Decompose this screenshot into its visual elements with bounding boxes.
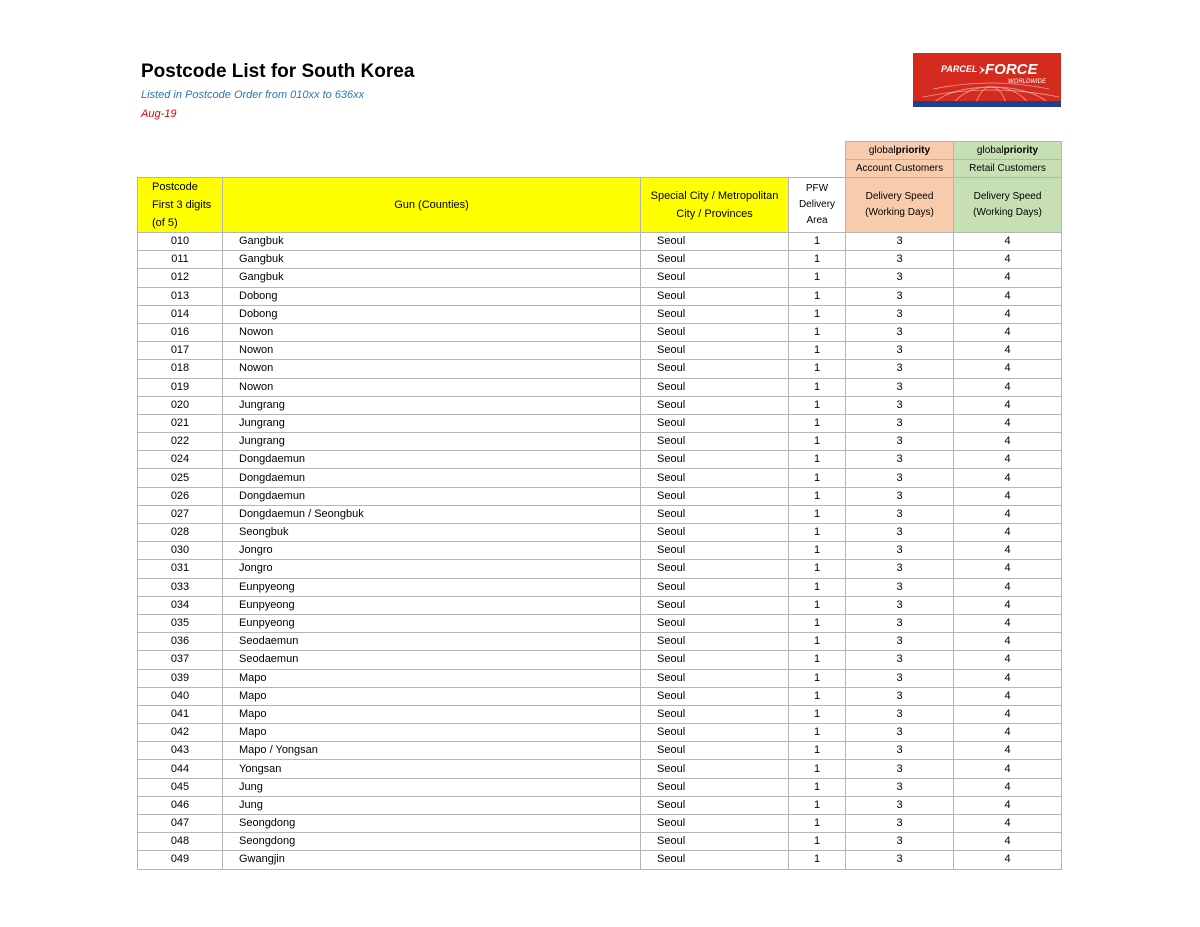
table-row (138, 778, 1062, 796)
city-cell: Seoul (641, 724, 789, 742)
retail-speed-cell: 4 (954, 269, 1062, 287)
postcode-cell: 037 (138, 651, 223, 669)
retail-speed-cell: 4 (954, 687, 1062, 705)
account-speed-cell: 3 (846, 778, 954, 796)
account-speed-cell: 3 (846, 233, 954, 251)
table-row (138, 233, 1062, 251)
gun-cell: Eunpyeong (223, 614, 641, 632)
retail-speed-cell: 4 (954, 742, 1062, 760)
pfw-area-cell: 1 (789, 251, 846, 269)
pfw-area-cell: 1 (789, 524, 846, 542)
city-cell: Seoul (641, 705, 789, 723)
table-row (138, 760, 1062, 778)
pfw-area-cell: 1 (789, 396, 846, 414)
city-cell: Seoul (641, 342, 789, 360)
table-row (138, 360, 1062, 378)
city-cell: Seoul (641, 742, 789, 760)
table-row (138, 596, 1062, 614)
city-cell: Seoul (641, 560, 789, 578)
retail-speed-cell: 4 (954, 596, 1062, 614)
pfw-area-cell: 1 (789, 742, 846, 760)
postcode-cell: 028 (138, 524, 223, 542)
account-speed-cell: 3 (846, 578, 954, 596)
gun-cell: Dongdaemun (223, 469, 641, 487)
pfw-area-cell: 1 (789, 651, 846, 669)
city-cell: Seoul (641, 851, 789, 869)
gun-cell: Dobong (223, 287, 641, 305)
retail-speed-cell: 4 (954, 414, 1062, 432)
table-row (138, 505, 1062, 523)
account-speed-cell: 3 (846, 833, 954, 851)
pfw-area-cell: 1 (789, 505, 846, 523)
account-speed-cell: 3 (846, 742, 954, 760)
account-speed-cell: 3 (846, 851, 954, 869)
account-speed-cell: 3 (846, 724, 954, 742)
retail-speed-cell: 4 (954, 833, 1062, 851)
table-row (138, 396, 1062, 414)
retail-speed-cell: 4 (954, 560, 1062, 578)
table-row (138, 614, 1062, 632)
account-customers-label: Account Customers (846, 160, 954, 178)
postcode-cell: 021 (138, 414, 223, 432)
retail-speed-cell: 4 (954, 614, 1062, 632)
postcode-cell: 026 (138, 487, 223, 505)
gun-cell: Seongdong (223, 815, 641, 833)
gun-cell: Gangbuk (223, 251, 641, 269)
city-cell: Seoul (641, 451, 789, 469)
table-row (138, 796, 1062, 814)
pfw-area-cell: 1 (789, 323, 846, 341)
retail-speed-cell: 4 (954, 469, 1062, 487)
postcode-cell: 044 (138, 760, 223, 778)
table-row (138, 578, 1062, 596)
postcode-cell: 045 (138, 778, 223, 796)
page-title: Postcode List for South Korea (141, 61, 415, 82)
city-cell: Seoul (641, 633, 789, 651)
city-cell: Seoul (641, 414, 789, 432)
table-row (138, 342, 1062, 360)
retail-speed-cell: 4 (954, 669, 1062, 687)
postcode-cell: 013 (138, 287, 223, 305)
postcode-cell: 039 (138, 669, 223, 687)
gun-cell: Mapo (223, 687, 641, 705)
postcode-cell: 025 (138, 469, 223, 487)
postcode-table (137, 141, 1062, 870)
table-row (138, 323, 1062, 341)
city-cell: Seoul (641, 578, 789, 596)
table-row (138, 851, 1062, 869)
city-header: Special City / Metropolitan City / Provinces (641, 178, 789, 233)
retail-speed-cell: 4 (954, 815, 1062, 833)
account-speed-cell: 3 (846, 487, 954, 505)
postcode-cell: 034 (138, 596, 223, 614)
retail-speed-cell: 4 (954, 851, 1062, 869)
table-row (138, 305, 1062, 323)
gun-cell: Eunpyeong (223, 578, 641, 596)
city-cell: Seoul (641, 778, 789, 796)
retail-delivery-speed-header: Delivery Speed (Working Days) (954, 178, 1062, 233)
pfw-area-cell: 1 (789, 669, 846, 687)
pfw-area-cell: 1 (789, 469, 846, 487)
city-cell: Seoul (641, 251, 789, 269)
account-speed-cell: 3 (846, 705, 954, 723)
retail-speed-cell: 4 (954, 360, 1062, 378)
postcode-cell: 049 (138, 851, 223, 869)
postcode-cell: 012 (138, 269, 223, 287)
pfw-area-cell: 1 (789, 614, 846, 632)
city-cell: Seoul (641, 360, 789, 378)
gun-cell: Dongdaemun (223, 451, 641, 469)
table-row (138, 269, 1062, 287)
retail-speed-cell: 4 (954, 287, 1062, 305)
gun-cell: Dongdaemun / Seongbuk (223, 505, 641, 523)
gun-cell: Seongbuk (223, 524, 641, 542)
postcode-cell: 048 (138, 833, 223, 851)
retail-speed-cell: 4 (954, 233, 1062, 251)
city-cell: Seoul (641, 833, 789, 851)
postcode-cell: 018 (138, 360, 223, 378)
gun-cell: Mapo (223, 724, 641, 742)
table-row (138, 251, 1062, 269)
gun-cell: Gangbuk (223, 233, 641, 251)
postcode-cell: 017 (138, 342, 223, 360)
gun-cell: Mapo (223, 705, 641, 723)
account-speed-cell: 3 (846, 505, 954, 523)
gun-cell: Seodaemun (223, 633, 641, 651)
city-cell: Seoul (641, 760, 789, 778)
retail-speed-cell: 4 (954, 651, 1062, 669)
gun-cell: Nowon (223, 323, 641, 341)
postcode-cell: 016 (138, 323, 223, 341)
table-row (138, 742, 1062, 760)
table-row (138, 560, 1062, 578)
postcode-cell: 043 (138, 742, 223, 760)
table-row (138, 378, 1062, 396)
postcode-cell: 031 (138, 560, 223, 578)
table-row (138, 451, 1062, 469)
pfw-area-cell: 1 (789, 815, 846, 833)
table-row (138, 542, 1062, 560)
customer-segment-row (138, 160, 1062, 178)
retail-customers-label: Retail Customers (954, 160, 1062, 178)
pfw-area-cell: 1 (789, 287, 846, 305)
gun-cell: Jongro (223, 560, 641, 578)
retail-speed-cell: 4 (954, 396, 1062, 414)
retail-speed-cell: 4 (954, 724, 1062, 742)
gun-cell: Gwangjin (223, 851, 641, 869)
city-cell: Seoul (641, 378, 789, 396)
table-row (138, 433, 1062, 451)
retail-speed-cell: 4 (954, 705, 1062, 723)
postcode-cell: 036 (138, 633, 223, 651)
city-cell: Seoul (641, 542, 789, 560)
pfw-area-cell: 1 (789, 233, 846, 251)
retail-speed-cell: 4 (954, 796, 1062, 814)
pfw-area-cell: 1 (789, 687, 846, 705)
account-speed-cell: 3 (846, 433, 954, 451)
retail-speed-cell: 4 (954, 323, 1062, 341)
postcode-cell: 047 (138, 815, 223, 833)
table-row (138, 724, 1062, 742)
page-subtitle: Listed in Postcode Order from 010xx to 636xx (141, 89, 365, 101)
city-cell: Seoul (641, 487, 789, 505)
gun-cell: Jung (223, 778, 641, 796)
account-speed-cell: 3 (846, 815, 954, 833)
retail-speed-cell: 4 (954, 487, 1062, 505)
city-cell: Seoul (641, 651, 789, 669)
pfw-area-cell: 1 (789, 305, 846, 323)
account-speed-cell: 3 (846, 560, 954, 578)
gun-cell: Mapo (223, 669, 641, 687)
table-row (138, 833, 1062, 851)
postcode-cell: 014 (138, 305, 223, 323)
pfw-area-cell: 1 (789, 451, 846, 469)
pfw-area-cell: 1 (789, 487, 846, 505)
postcode-cell: 046 (138, 796, 223, 814)
postcode-cell: 010 (138, 233, 223, 251)
postcode-cell: 033 (138, 578, 223, 596)
account-speed-cell: 3 (846, 524, 954, 542)
gun-cell: Jungrang (223, 396, 641, 414)
postcode-cell: 022 (138, 433, 223, 451)
postcode-cell: 020 (138, 396, 223, 414)
account-speed-cell: 3 (846, 414, 954, 432)
account-speed-cell: 3 (846, 305, 954, 323)
table-row (138, 469, 1062, 487)
account-speed-cell: 3 (846, 269, 954, 287)
retail-speed-cell: 4 (954, 305, 1062, 323)
table-row (138, 815, 1062, 833)
table-row (138, 487, 1062, 505)
pfw-area-cell: 1 (789, 269, 846, 287)
gun-cell: Nowon (223, 342, 641, 360)
account-speed-cell: 3 (846, 469, 954, 487)
pfw-area-cell: 1 (789, 414, 846, 432)
pfw-area-cell: 1 (789, 378, 846, 396)
table-row (138, 687, 1062, 705)
logo-word-worldwide: WORLDWIDE (1008, 79, 1046, 85)
city-cell: Seoul (641, 469, 789, 487)
pfw-area-cell: 1 (789, 433, 846, 451)
pfw-area-cell: 1 (789, 360, 846, 378)
retail-speed-cell: 4 (954, 633, 1062, 651)
retail-speed-cell: 4 (954, 433, 1062, 451)
account-speed-cell: 3 (846, 796, 954, 814)
pfw-area-cell: 1 (789, 633, 846, 651)
table-row (138, 414, 1062, 432)
account-speed-cell: 3 (846, 451, 954, 469)
pfw-area-cell: 1 (789, 705, 846, 723)
pfw-area-cell: 1 (789, 578, 846, 596)
retail-speed-cell: 4 (954, 378, 1062, 396)
account-speed-cell: 3 (846, 396, 954, 414)
city-cell: Seoul (641, 796, 789, 814)
city-cell: Seoul (641, 305, 789, 323)
retail-speed-cell: 4 (954, 578, 1062, 596)
table-row (138, 524, 1062, 542)
postcode-cell: 030 (138, 542, 223, 560)
retail-speed-cell: 4 (954, 251, 1062, 269)
city-cell: Seoul (641, 433, 789, 451)
account-speed-cell: 3 (846, 614, 954, 632)
pfw-area-cell: 1 (789, 833, 846, 851)
table-row (138, 287, 1062, 305)
gun-cell: Yongsan (223, 760, 641, 778)
postcode-cell: 040 (138, 687, 223, 705)
account-speed-cell: 3 (846, 360, 954, 378)
account-service-brand: globalpriority (846, 142, 954, 160)
city-cell: Seoul (641, 396, 789, 414)
retail-service-brand: globalpriority (954, 142, 1062, 160)
pfw-area-cell: 1 (789, 851, 846, 869)
postcode-cell: 019 (138, 378, 223, 396)
pfw-area-cell: 1 (789, 342, 846, 360)
account-speed-cell: 3 (846, 378, 954, 396)
city-cell: Seoul (641, 596, 789, 614)
city-cell: Seoul (641, 505, 789, 523)
retail-speed-cell: 4 (954, 778, 1062, 796)
account-speed-cell: 3 (846, 760, 954, 778)
city-cell: Seoul (641, 233, 789, 251)
postcode-cell: 011 (138, 251, 223, 269)
city-cell: Seoul (641, 687, 789, 705)
gun-cell: Nowon (223, 378, 641, 396)
table-row (138, 633, 1062, 651)
retail-speed-cell: 4 (954, 542, 1062, 560)
pfw-area-cell: 1 (789, 560, 846, 578)
gun-cell: Mapo / Yongsan (223, 742, 641, 760)
pfw-area-cell: 1 (789, 760, 846, 778)
gun-cell: Jungrang (223, 414, 641, 432)
gun-cell: Seongdong (223, 833, 641, 851)
gun-cell: Jungrang (223, 433, 641, 451)
service-brand-row (138, 142, 1062, 160)
retail-speed-cell: 4 (954, 505, 1062, 523)
gun-header: Gun (Counties) (223, 178, 641, 233)
pfw-area-cell: 1 (789, 542, 846, 560)
postcode-cell: 027 (138, 505, 223, 523)
pfw-area-cell: 1 (789, 796, 846, 814)
parcelforce-logo (913, 53, 1061, 107)
city-cell: Seoul (641, 323, 789, 341)
retail-speed-cell: 4 (954, 342, 1062, 360)
city-cell: Seoul (641, 524, 789, 542)
pfw-area-cell: 1 (789, 596, 846, 614)
account-speed-cell: 3 (846, 633, 954, 651)
document-date: Aug-19 (141, 108, 177, 120)
account-speed-cell: 3 (846, 596, 954, 614)
gun-cell: Dongdaemun (223, 487, 641, 505)
postcode-cell: 024 (138, 451, 223, 469)
gun-cell: Nowon (223, 360, 641, 378)
table-row (138, 651, 1062, 669)
gun-cell: Eunpyeong (223, 596, 641, 614)
city-cell: Seoul (641, 287, 789, 305)
pfw-area-cell: 1 (789, 778, 846, 796)
account-speed-cell: 3 (846, 542, 954, 560)
account-speed-cell: 3 (846, 251, 954, 269)
retail-speed-cell: 4 (954, 760, 1062, 778)
table-row (138, 705, 1062, 723)
postcode-cell: 041 (138, 705, 223, 723)
retail-speed-cell: 4 (954, 451, 1062, 469)
gun-cell: Jung (223, 796, 641, 814)
account-speed-cell: 3 (846, 323, 954, 341)
postcode-cell: 042 (138, 724, 223, 742)
city-cell: Seoul (641, 614, 789, 632)
postcode-header: Postcode First 3 digits (of 5) (138, 178, 223, 233)
column-header-row (138, 178, 1062, 233)
pfw-delivery-area-header: PFW Delivery Area (789, 178, 846, 233)
logo-word-parcel: PARCEL (941, 64, 978, 74)
gun-cell: Dobong (223, 305, 641, 323)
gun-cell: Gangbuk (223, 269, 641, 287)
account-speed-cell: 3 (846, 687, 954, 705)
retail-speed-cell: 4 (954, 524, 1062, 542)
table-row (138, 669, 1062, 687)
postcode-cell: 035 (138, 614, 223, 632)
logo-word-force: FORCE (985, 61, 1038, 78)
account-speed-cell: 3 (846, 651, 954, 669)
account-speed-cell: 3 (846, 669, 954, 687)
pfw-area-cell: 1 (789, 724, 846, 742)
city-cell: Seoul (641, 815, 789, 833)
city-cell: Seoul (641, 269, 789, 287)
gun-cell: Jongro (223, 542, 641, 560)
city-cell: Seoul (641, 669, 789, 687)
account-delivery-speed-header: Delivery Speed (Working Days) (846, 178, 954, 233)
gun-cell: Seodaemun (223, 651, 641, 669)
account-speed-cell: 3 (846, 342, 954, 360)
account-speed-cell: 3 (846, 287, 954, 305)
